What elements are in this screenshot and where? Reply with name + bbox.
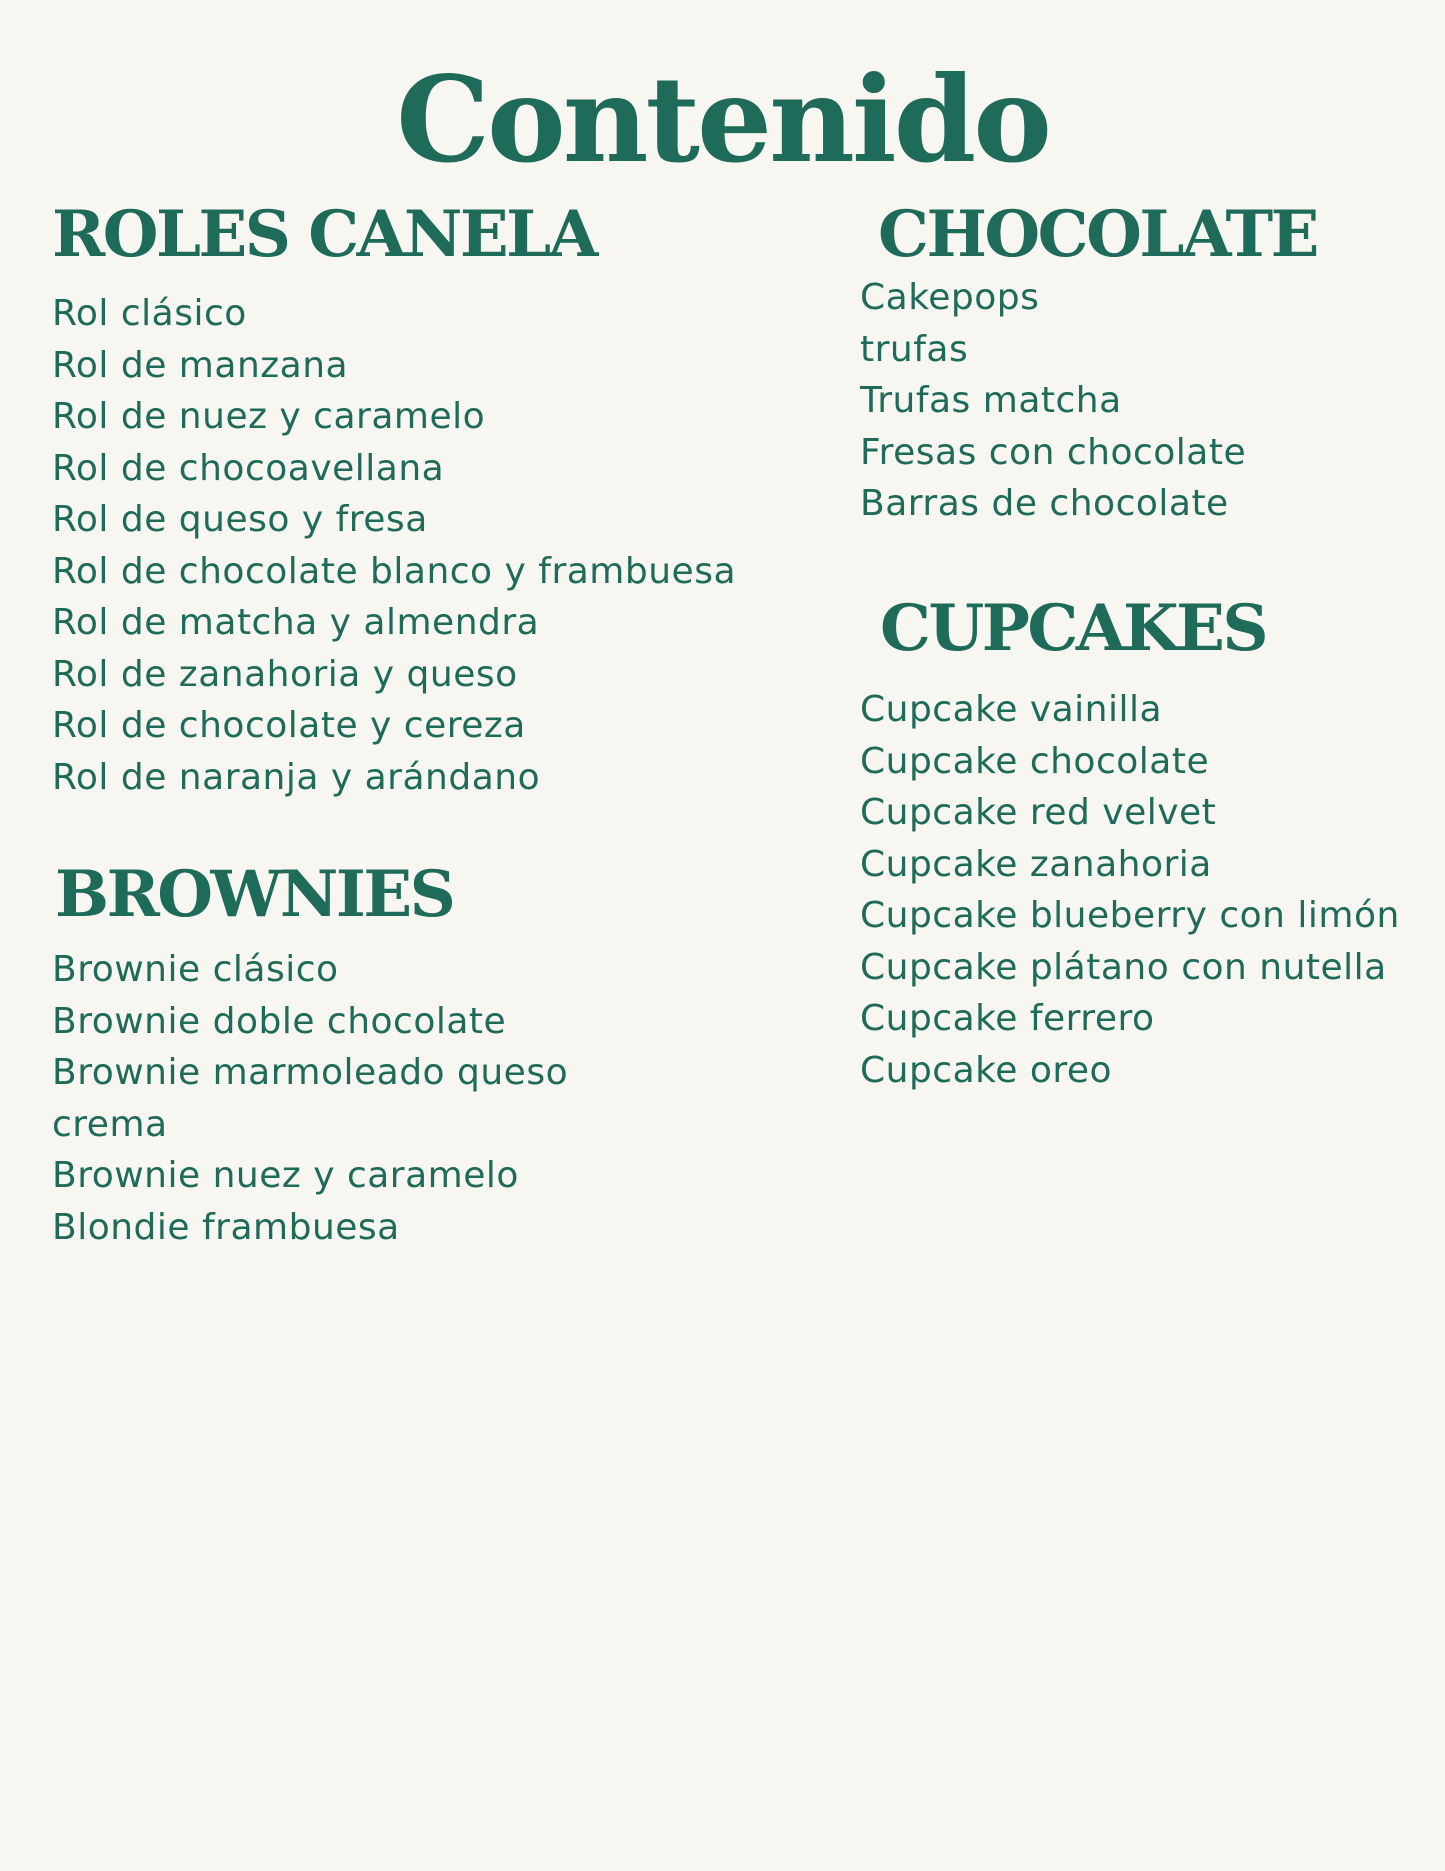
list-item: Rol de manzana <box>52 344 349 386</box>
list-item: Brownie clásico <box>52 949 339 991</box>
section-heading: BROWNIES <box>55 857 454 932</box>
section-heading: CUPCAKES <box>880 591 1267 666</box>
item-list <box>860 684 1400 1096</box>
item-list <box>52 944 568 1253</box>
section-roles-canela <box>52 197 737 803</box>
list-item: Cakepops <box>860 277 1040 319</box>
list-item: Rol de naranja y arándano <box>52 756 541 798</box>
list-item: Cupcake plátano con nutella <box>860 946 1387 988</box>
list-item: Cupcake vainilla <box>860 689 1163 731</box>
list-item: Trufas matcha <box>860 380 1122 422</box>
list-item: Rol de chocolate blanco y frambuesa <box>52 550 737 592</box>
list-item: Rol de zanahoria y queso <box>52 653 518 695</box>
section-brownies <box>52 857 569 1253</box>
list-item: Cupcake blueberry con limón <box>860 895 1400 937</box>
item-list <box>860 272 1317 530</box>
page-title: Contenido <box>396 50 1049 189</box>
section-chocolate <box>860 197 1317 530</box>
list-item: Brownie doble chocolate <box>52 1000 507 1042</box>
list-item: trufas <box>860 328 969 370</box>
item-list <box>52 288 736 803</box>
section-heading: CHOCOLATE <box>878 197 1317 272</box>
list-item: Rol clásico <box>52 293 247 335</box>
list-item: Rol de matcha y almendra <box>52 602 540 644</box>
list-item: Rol de chocolate y cereza <box>52 705 526 747</box>
list-item: Rol de chocoavellana <box>52 447 445 489</box>
list-item: Fresas con chocolate <box>860 431 1247 473</box>
list-item: Barras de chocolate <box>860 483 1229 525</box>
list-item: Brownie marmoleado queso <box>52 1052 569 1094</box>
list-item: Cupcake ferrero <box>860 998 1155 1040</box>
section-heading: ROLES CANELA <box>52 197 596 272</box>
list-item: crema <box>52 1103 168 1145</box>
list-item: Cupcake zanahoria <box>860 843 1212 885</box>
list-item: Blondie frambuesa <box>52 1206 400 1248</box>
list-item: Cupcake chocolate <box>860 740 1210 782</box>
list-item: Rol de nuez y caramelo <box>52 396 486 438</box>
list-item: Brownie nuez y caramelo <box>52 1155 519 1197</box>
list-item: Rol de queso y fresa <box>52 499 428 541</box>
section-cupcakes <box>860 591 1400 1096</box>
list-item: Cupcake oreo <box>860 1049 1113 1091</box>
list-item: Cupcake red velvet <box>860 792 1217 834</box>
